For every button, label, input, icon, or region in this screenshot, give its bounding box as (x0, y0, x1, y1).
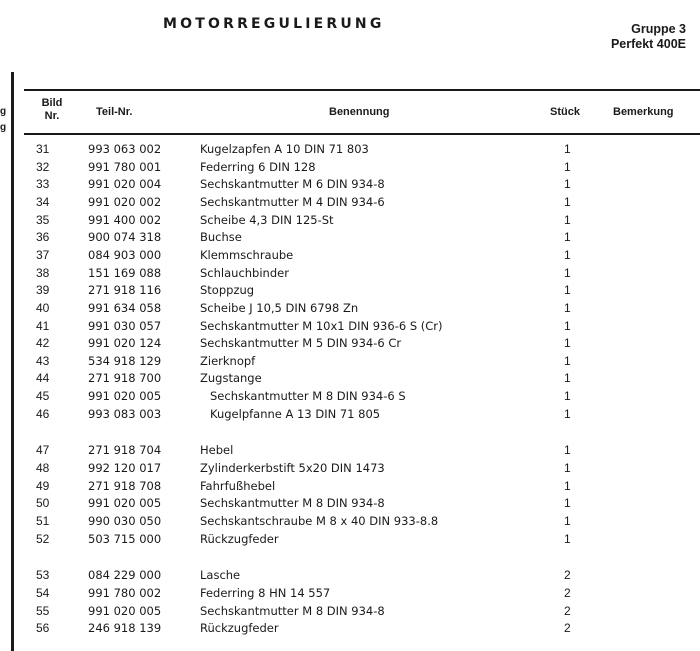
benennung-cell: Lasche (200, 568, 241, 583)
bild-nr-cell: 46 (36, 406, 50, 421)
bild-nr-cell: 55 (36, 603, 50, 618)
teil-nr-cell: 271 918 704 (88, 443, 162, 458)
stueck-cell: 1 (564, 389, 571, 404)
table-row (0, 567, 700, 584)
bild-nr-cell: 33 (36, 177, 50, 192)
stueck-cell: 1 (564, 318, 571, 333)
benennung-cell: Zylinderkerbstift 5x20 DIN 1473 (200, 461, 385, 476)
teil-nr-cell: 503 715 000 (88, 531, 162, 546)
table-row (0, 478, 700, 495)
stueck-cell: 1 (564, 514, 571, 528)
teil-nr-cell: 271 918 708 (88, 478, 162, 493)
stueck-cell: 1 (564, 478, 571, 493)
benennung-cell: Scheibe 4,3 DIN 125-St (200, 212, 334, 227)
model-label: Perfekt 400E (610, 37, 686, 51)
stueck-cell: 1 (564, 212, 571, 227)
stueck-cell: 1 (564, 177, 571, 192)
teil-nr-cell: 993 063 002 (88, 142, 162, 156)
stueck-cell: 1 (564, 230, 571, 245)
benennung-cell: Sechskantmutter M 6 DIN 934-8 (200, 177, 385, 192)
bild-nr-cell: 34 (36, 194, 50, 209)
teil-nr-cell: 991 020 124 (88, 336, 162, 351)
stueck-cell: 1 (564, 406, 571, 421)
bild-nr-cell: 49 (36, 478, 50, 493)
teil-nr-cell: 990 030 050 (88, 514, 162, 528)
stueck-cell: 2 (564, 603, 571, 618)
table-row (0, 460, 700, 477)
teil-nr-cell: 246 918 139 (88, 621, 162, 636)
bild-nr-cell: 39 (36, 283, 50, 298)
table-row (0, 335, 700, 352)
table-row (0, 495, 700, 512)
teil-nr-cell: 991 020 005 (88, 389, 162, 404)
benennung-cell: Sechskantmutter M 8 DIN 934-6 S (210, 389, 406, 404)
teil-nr-cell: 900 074 318 (88, 230, 162, 245)
teil-nr-cell: 991 780 001 (88, 159, 162, 174)
column-header-teil-nr: Teil-Nr. (96, 106, 133, 118)
benennung-cell: Scheibe J 10,5 DIN 6798 Zn (200, 300, 359, 315)
table-row (0, 141, 700, 158)
teil-nr-cell: 991 634 058 (88, 300, 162, 315)
teil-nr-cell: 991 020 005 (88, 603, 162, 618)
teil-nr-cell: 271 918 700 (88, 371, 162, 386)
benennung-cell: Sechskantmutter M 8 DIN 934-8 (200, 603, 385, 618)
benennung-cell: Sechskantschraube M 8 x 40 DIN 933-8.8 (200, 514, 439, 528)
group-info (611, 22, 686, 52)
table-row (0, 282, 700, 299)
table-row (0, 406, 700, 423)
stueck-cell: 1 (564, 300, 571, 315)
benennung-cell: Zugstange (200, 371, 262, 386)
column-header-stueck: Stück (550, 106, 580, 118)
bild-nr-cell: 36 (36, 230, 50, 245)
stueck-cell: 1 (564, 142, 571, 156)
stueck-cell: 1 (564, 283, 571, 298)
benennung-cell: Buchse (200, 230, 242, 245)
table-row (0, 353, 700, 370)
teil-nr-cell: 991 020 005 (88, 496, 162, 511)
column-header-benennung: Benennung (329, 106, 390, 118)
column-header-nr: Nr. (44, 110, 60, 122)
teil-nr-cell: 534 918 129 (88, 353, 162, 368)
table-row (0, 531, 700, 548)
bild-nr-cell: 43 (36, 353, 50, 368)
bild-nr-cell: 54 (36, 585, 50, 600)
teil-nr-cell: 991 780 002 (88, 585, 162, 600)
benennung-cell: Schlauchbinder (200, 265, 289, 280)
teil-nr-cell: 991 400 002 (88, 212, 162, 227)
column-header-bild-nr (38, 97, 66, 123)
stueck-cell: 1 (564, 353, 571, 368)
column-header-bild: Bild (41, 97, 63, 109)
bild-nr-cell: 50 (36, 496, 50, 511)
table-row (0, 194, 700, 211)
bild-nr-cell: 32 (36, 159, 50, 174)
benennung-cell: Sechskantmutter M 8 DIN 934-8 (200, 496, 385, 511)
teil-nr-cell: 084 903 000 (88, 247, 162, 262)
table-row (0, 442, 700, 459)
table-row (0, 212, 700, 229)
teil-nr-cell: 992 120 017 (88, 461, 162, 476)
table-row (0, 176, 700, 193)
benennung-cell: Zierknopf (200, 353, 256, 368)
benennung-cell: Federring 6 DIN 128 (200, 159, 316, 174)
teil-nr-cell: 151 169 088 (88, 265, 162, 280)
stueck-cell: 2 (564, 621, 571, 636)
table-row (0, 620, 700, 637)
bild-nr-cell: 41 (36, 318, 50, 333)
bild-nr-cell: 40 (36, 300, 50, 315)
benennung-cell: Sechskantmutter M 10x1 DIN 936-6 S (Cr) (200, 318, 443, 333)
table-row (0, 585, 700, 602)
bild-nr-cell: 38 (36, 265, 50, 280)
table-row (0, 300, 700, 317)
stueck-cell: 1 (564, 461, 571, 476)
table-row (0, 159, 700, 176)
stueck-cell: 1 (564, 496, 571, 511)
stueck-cell: 1 (564, 443, 571, 458)
benennung-cell: Rückzugfeder (200, 531, 279, 546)
table-row (0, 513, 700, 530)
table-row (0, 229, 700, 246)
teil-nr-cell: 991 030 057 (88, 318, 162, 333)
stueck-cell: 1 (564, 247, 571, 262)
bild-nr-cell: 35 (36, 212, 50, 227)
teil-nr-cell: 991 020 004 (88, 177, 162, 192)
stueck-cell: 2 (564, 568, 571, 583)
table-row (0, 603, 700, 620)
table-row (0, 318, 700, 335)
benennung-cell: Hebel (200, 443, 234, 458)
bild-nr-cell: 51 (36, 514, 50, 528)
page-title: MOTORREGULIERUNG (163, 16, 385, 32)
benennung-cell: Sechskantmutter M 4 DIN 934-6 (200, 194, 385, 209)
bild-nr-cell: 53 (36, 568, 50, 583)
bild-nr-cell: 37 (36, 247, 50, 262)
table-top-rule (24, 89, 700, 91)
stueck-cell: 1 (564, 265, 571, 280)
bild-nr-cell: 52 (36, 531, 50, 546)
benennung-cell: Klemmschraube (200, 247, 294, 262)
benennung-cell: Federring 8 HN 14 557 (200, 585, 331, 600)
bild-nr-cell: 45 (36, 389, 50, 404)
table-row (0, 247, 700, 264)
table-row (0, 265, 700, 282)
benennung-cell: Rückzugfeder (200, 621, 279, 636)
bild-nr-cell: 42 (36, 336, 50, 351)
teil-nr-cell: 084 229 000 (88, 568, 162, 583)
teil-nr-cell: 991 020 002 (88, 194, 162, 209)
table-row (0, 370, 700, 387)
benennung-cell: Sechskantmutter M 5 DIN 934-6 Cr (200, 336, 402, 351)
column-header-bemerkung: Bemerkung (613, 106, 674, 118)
stueck-cell: 2 (564, 585, 571, 600)
benennung-cell: Fahrfußhebel (200, 478, 276, 493)
stueck-cell: 1 (564, 336, 571, 351)
stueck-cell: 1 (564, 159, 571, 174)
teil-nr-cell: 993 083 003 (88, 406, 162, 421)
table-header-rule (24, 133, 700, 135)
benennung-cell: Kugelpfanne A 13 DIN 71 805 (210, 406, 381, 421)
stueck-cell: 1 (564, 194, 571, 209)
stueck-cell: 1 (564, 531, 571, 546)
bild-nr-cell: 44 (36, 371, 50, 386)
bild-nr-cell: 48 (36, 461, 50, 476)
benennung-cell: Stoppzug (200, 283, 255, 298)
group-label: Gruppe 3 (631, 22, 686, 36)
stueck-cell: 1 (564, 371, 571, 386)
teil-nr-cell: 271 918 116 (88, 283, 162, 298)
margin-mark: g (0, 106, 7, 117)
margin-mark: g (0, 122, 7, 133)
bild-nr-cell: 56 (36, 621, 50, 636)
table-row (0, 388, 700, 405)
benennung-cell: Kugelzapfen A 10 DIN 71 803 (200, 142, 369, 156)
bild-nr-cell: 47 (36, 443, 50, 458)
bild-nr-cell: 31 (36, 142, 50, 156)
